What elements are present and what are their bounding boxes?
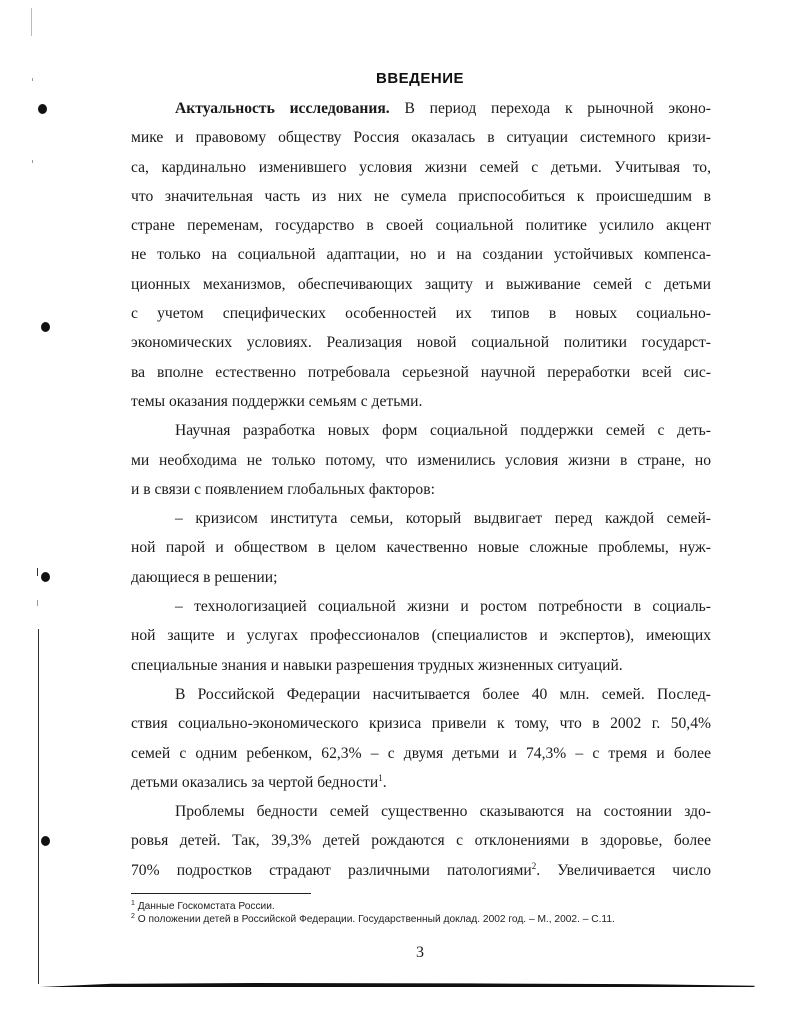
bold-lead: Актуальность исследования. xyxy=(175,100,390,117)
list-item-line: дающиеся в решении; xyxy=(131,568,278,586)
section-heading: ВВЕДЕНИЕ xyxy=(376,70,464,87)
scan-left-edge xyxy=(38,629,39,984)
footnote-divider xyxy=(131,893,311,894)
footnote-ref[interactable]: 2 xyxy=(531,860,537,871)
scan-speck xyxy=(37,568,38,576)
paragraph-line: В Российской Федерации насчитывается более 40 млн. семей. Послед- xyxy=(175,685,711,703)
footnote-ref[interactable]: 1 xyxy=(378,772,383,783)
paragraph-line: ционных механизмов, обеспечивающих защиту и выживание семей с детьми xyxy=(131,275,711,293)
paragraph-line: не только на социальной адаптации, но и на создании устойчивых компенса- xyxy=(131,246,711,264)
paragraph-line: ми необходима не только потому, что изменились условия жизни в стране, но xyxy=(131,451,711,469)
footnote-item: $^1$ Данные Госкомстата России. xyxy=(131,900,275,912)
paragraph-line: ва вполне естественно потребовала серьезной научной переработки всей сис- xyxy=(131,363,711,381)
list-item-line: – технологизацией социальной жизни и ростом потребности в социаль- xyxy=(175,598,711,616)
paragraph-line: Научная разработка новых форм социальной поддержки семей с деть- xyxy=(175,422,711,440)
footnote-item: $^2$ О положении детей в Российской Федерации. Государственный доклад. 2002 год. – М., 2002. – С.11. xyxy=(131,913,615,925)
paragraph-line: мике и правовому обществу Россия оказалась в ситуации системного кризи- xyxy=(131,129,711,147)
list-item-line: – кризисом института семьи, который выдвигает перед каждой семей- xyxy=(175,510,711,528)
paragraph-line: Актуальность исследования. В период перехода к рыночной эконо- xyxy=(175,100,711,117)
scan-speck xyxy=(37,600,38,606)
paragraph-line: семей с одним ребенком, 62,3% – с двумя детьми и 74,3% – с тремя и более xyxy=(131,744,711,762)
paragraph-line: Проблемы бедности семей существенно сказываются на состоянии здо- xyxy=(175,803,711,821)
paragraph-line: ствия социально-экономического кризиса привели к тому, что в 2002 г. 50,4% xyxy=(131,715,711,733)
scan-edge-mark xyxy=(31,8,32,36)
paragraph-line: с учетом специфических особенностей их типов в новых социально- xyxy=(131,305,711,323)
paragraph-line: 70% подростков страдают различными патологиями$^2$. Увеличивается число xyxy=(131,860,711,879)
body-text xyxy=(131,94,711,885)
paragraph-line: са, кардинально изменившего условия жизни семей с детьми. Учитывая то, xyxy=(131,158,711,176)
punch-hole-mark xyxy=(41,836,50,846)
scan-speck xyxy=(32,160,33,163)
paragraph-line: темы оказания поддержки семьям с детьми. xyxy=(131,392,423,410)
list-item-line: ной защите и услугах профессионалов (специалистов и экспертов), имеющих xyxy=(131,627,711,645)
list-item-line: специальные знания и навыки разрешения трудных жизненных ситуаций. xyxy=(131,656,623,674)
paragraph-line: и в связи с появлением глобальных факторов: xyxy=(131,480,435,498)
list-item-line: ной парой и обществом в целом качественно новые сложные проблемы, нуж- xyxy=(131,539,711,557)
paragraph-line: детьми оказались за чертой бедности$^1$. xyxy=(131,772,387,791)
paragraph-line: стране переменам, государство в своей социальной политике усилило акцент xyxy=(131,217,711,235)
page-number: 3 xyxy=(416,944,424,961)
paragraph-line: что значительная часть из них не сумела приспособиться к происшедшим в xyxy=(131,187,711,205)
punch-hole-mark xyxy=(41,322,50,332)
punch-hole-mark xyxy=(38,104,47,114)
scan-bottom-edge xyxy=(40,983,755,987)
footnotes xyxy=(131,900,711,926)
punch-hole-mark xyxy=(41,572,50,582)
paragraph-line: ровья детей. Так, 39,3% детей рождаются с отклонениями в здоровье, более xyxy=(131,832,711,850)
paragraph-line: экономических условиях. Реализация новой социальной политики государст- xyxy=(131,334,711,352)
